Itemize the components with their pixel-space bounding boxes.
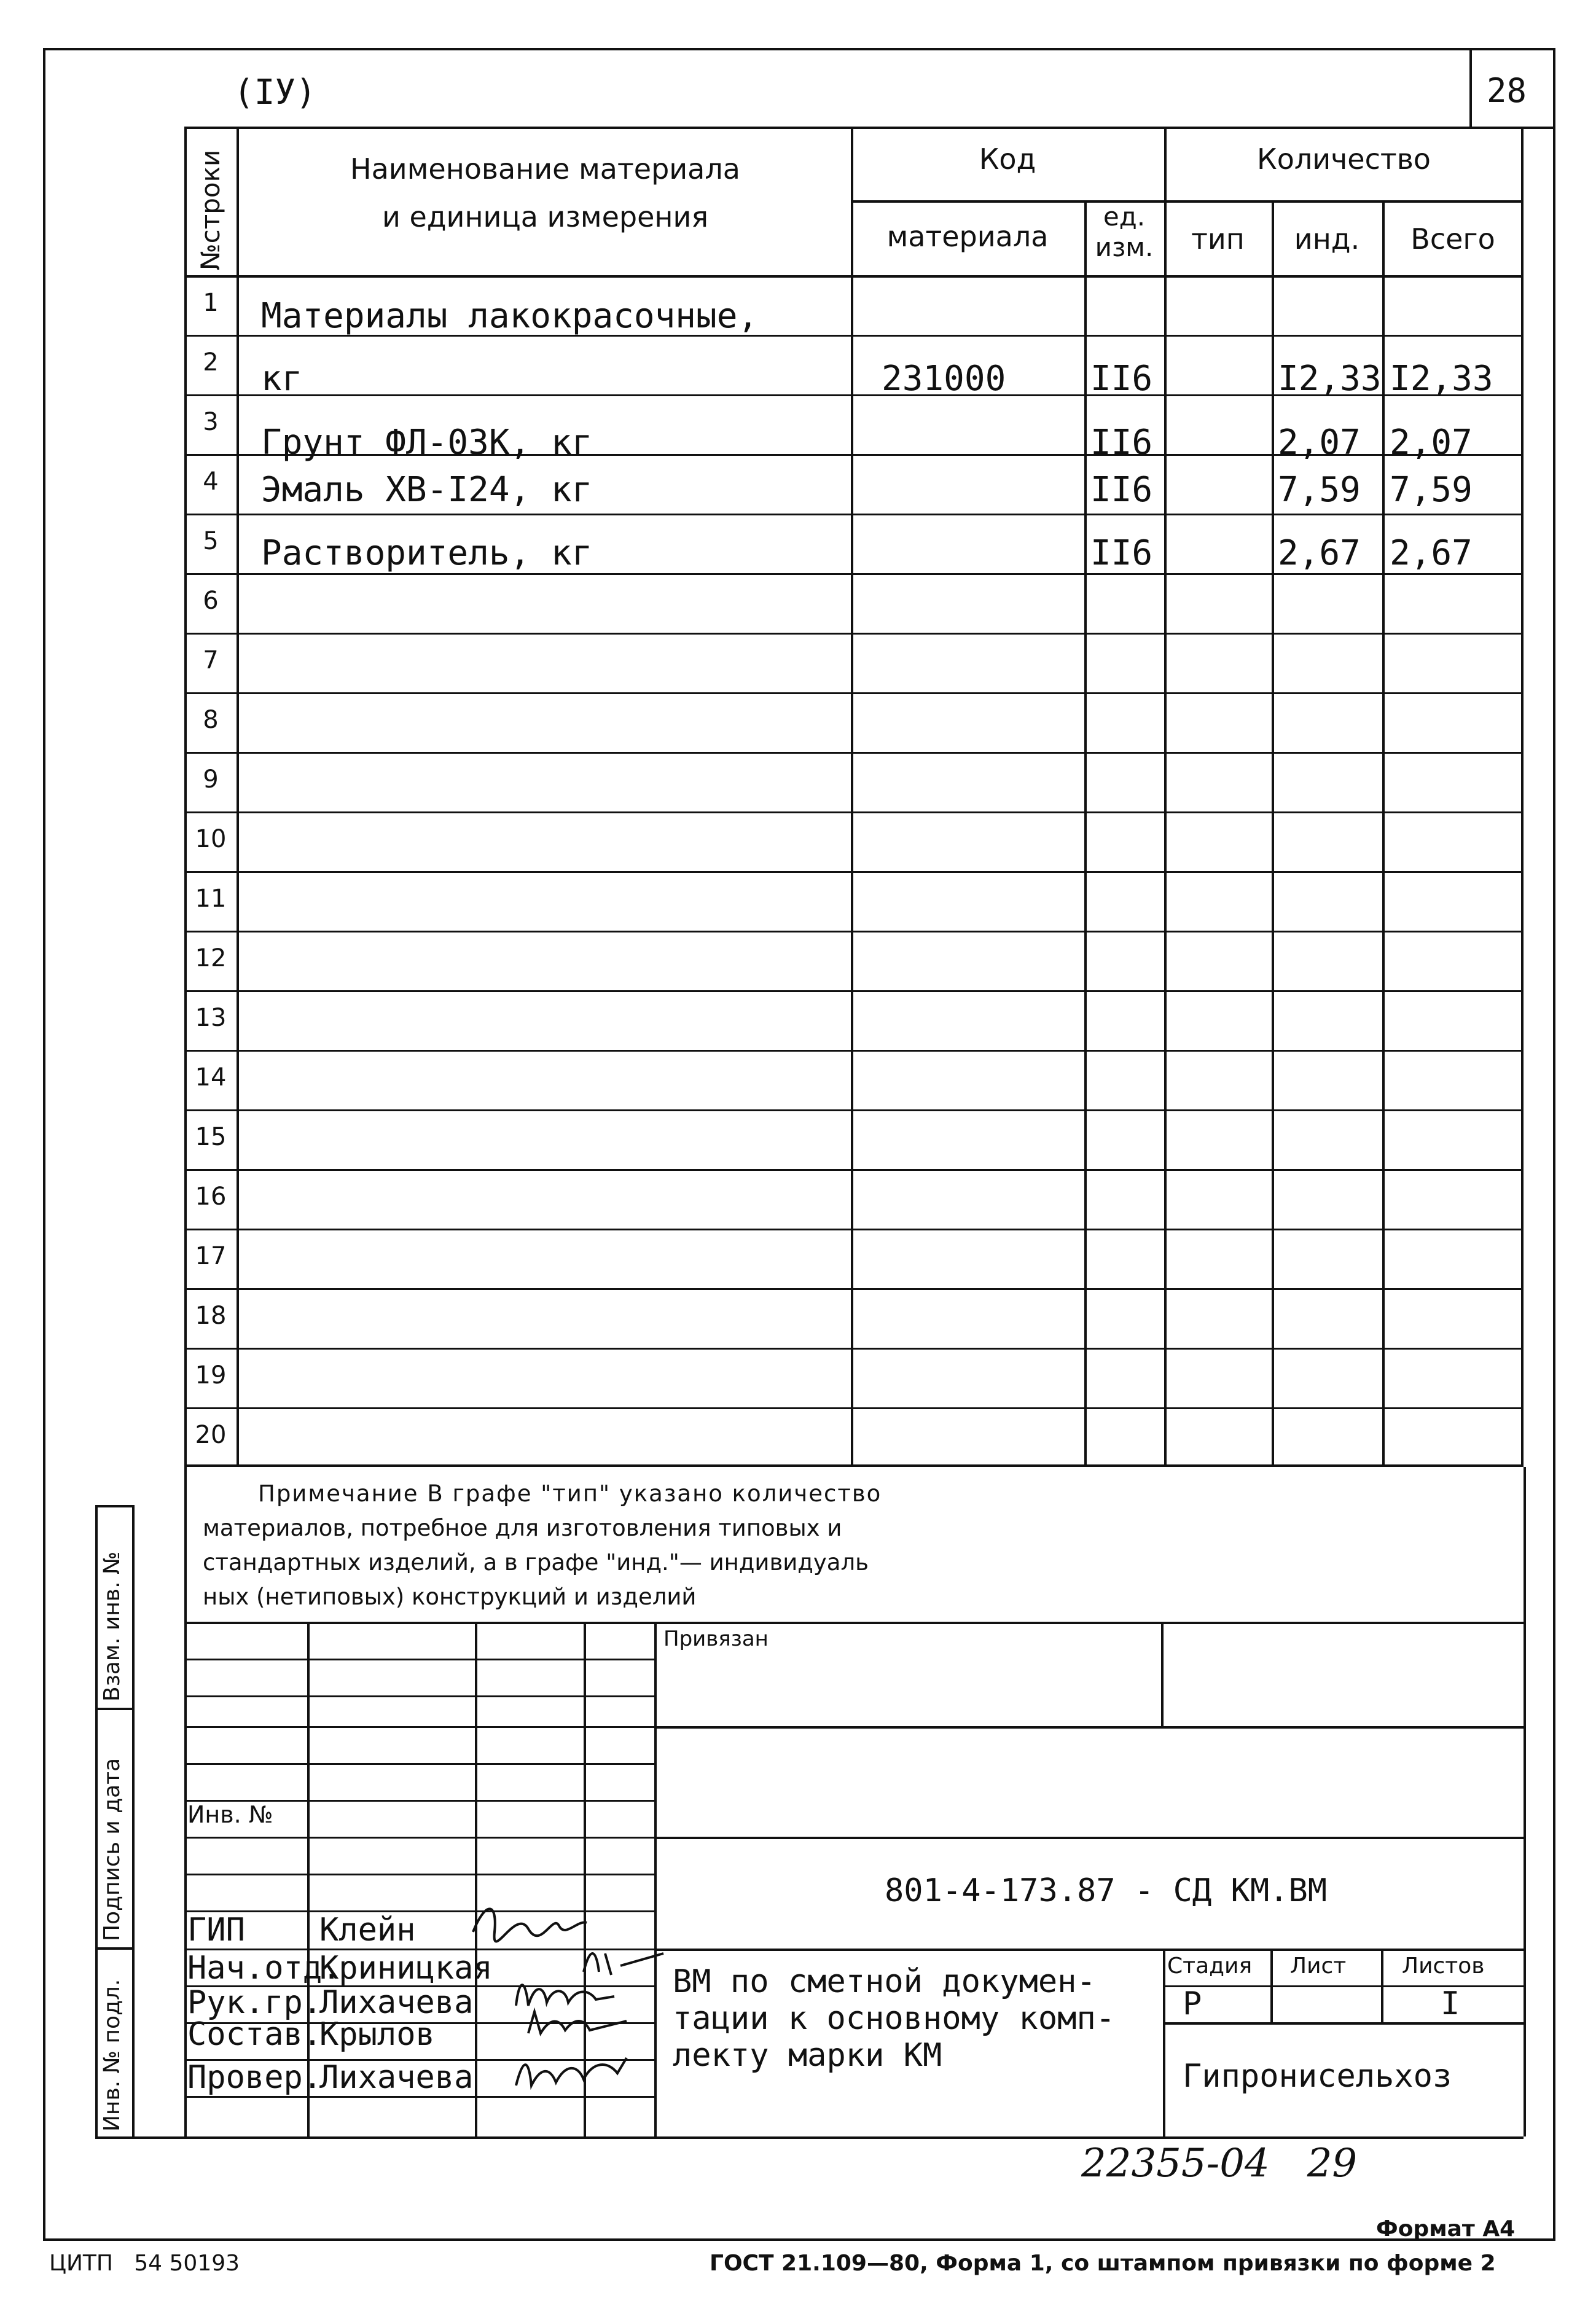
signature-sostav — [522, 2006, 633, 2043]
stamp-stage-line — [1163, 1985, 1524, 1987]
stamp-stage-left — [1163, 1949, 1165, 2136]
row-2-name: кг — [261, 359, 303, 399]
row-separator — [184, 1407, 1524, 1409]
format-label: Формат А4 — [1376, 2216, 1516, 2242]
side-strip-div2 — [95, 1947, 132, 1950]
side-strip-div1 — [95, 1708, 132, 1710]
name-header-line2: и единица измерения — [381, 200, 709, 233]
row-4-ind: 7,59 — [1278, 470, 1361, 510]
row-separator — [184, 931, 1524, 932]
row-separator — [184, 573, 1524, 575]
row-4-name: Эмаль ХВ-I24, кг — [261, 470, 593, 510]
row-separator — [184, 1169, 1524, 1171]
stamp-top — [184, 1622, 1524, 1624]
col-unit-right — [1164, 127, 1167, 1467]
stamp-left-row4 — [184, 1763, 654, 1765]
stamp-stage-bottom — [1163, 2022, 1524, 2025]
handwritten-number: 22355-04 29 — [1081, 2141, 1358, 2186]
inv-no-label: Инв. № — [187, 1801, 273, 1828]
row-3-total: 2,07 — [1390, 423, 1473, 463]
row-separator — [184, 1348, 1524, 1350]
row-2-code: 231000 — [882, 359, 1006, 399]
sheet-label: Лист — [1290, 1953, 1347, 1979]
row-number: 13 — [195, 1004, 227, 1032]
col-name-right — [851, 127, 853, 1467]
row-separator — [184, 1050, 1524, 1052]
col-code-right — [1084, 200, 1087, 1467]
row-number: 16 — [195, 1182, 227, 1211]
note-line-1: Примечание В графе "тип" указано количество — [258, 1480, 882, 1507]
row-number: 4 — [203, 467, 219, 496]
stamp-left-row1 — [184, 1659, 654, 1660]
row-number: 17 — [195, 1242, 227, 1270]
row-separator — [184, 752, 1524, 754]
stamp-privyazan-bottom — [654, 1726, 1524, 1729]
stamp-bottom — [95, 2136, 1524, 2139]
qty-total-header: Всего — [1410, 222, 1495, 256]
title-line-1: ВМ по сметной докумен- — [673, 1963, 1096, 2000]
stamp-left-row7 — [184, 1874, 654, 1875]
role-prover-name: Лихачева — [319, 2059, 474, 2096]
row-5-unit: II6 — [1090, 533, 1153, 573]
row-no-header: №строки — [195, 149, 225, 270]
row-number: 3 — [203, 408, 219, 436]
role-sostav: Состав. — [187, 2016, 323, 2053]
row-number: 6 — [203, 587, 219, 615]
row-separator — [184, 811, 1524, 813]
row-number: 18 — [195, 1302, 227, 1330]
col-rowno-right — [237, 127, 239, 1467]
role-ruk: Рук.гр. — [187, 1984, 323, 2021]
signature-prover — [510, 2049, 633, 2098]
row-number: 8 — [203, 706, 219, 734]
sheets-label: Листов — [1402, 1953, 1485, 1979]
row-4-unit: II6 — [1090, 470, 1153, 510]
document-code: 801-4-173.87 - СД КМ.ВМ — [885, 1872, 1328, 1909]
row-separator — [184, 871, 1524, 873]
row-number: 11 — [195, 885, 227, 913]
title-line-2: тации к основному комп- — [673, 2000, 1116, 2037]
row-number: 15 — [195, 1123, 227, 1151]
qty-header: Количество — [1257, 143, 1431, 176]
header-bottom — [184, 275, 1524, 278]
note-line-2: материалов, потребное для изготовления типовых и — [203, 1515, 842, 1541]
privyazan-label: Привязан — [663, 1627, 769, 1651]
stage-value: Р — [1183, 1985, 1202, 2022]
note-line-4: ных (нетиповых) конструкций и изделий — [203, 1584, 697, 1610]
row-separator — [184, 1109, 1524, 1111]
side-strip-left — [95, 1505, 98, 2136]
row-2-unit: II6 — [1090, 359, 1153, 399]
qty-type-header: тип — [1191, 222, 1245, 256]
row-2-total: I2,33 — [1390, 359, 1493, 399]
row-5-ind: 2,67 — [1278, 533, 1361, 573]
row-number: 12 — [195, 944, 227, 972]
signature-gip — [467, 1895, 590, 1944]
organization: Гипронисельхоз — [1183, 2058, 1452, 2095]
role-nach-name: Криницкая — [319, 1950, 493, 1987]
row-number: 10 — [195, 825, 227, 853]
row-separator — [184, 1288, 1524, 1290]
row-number: 19 — [195, 1361, 227, 1390]
row-number: 20 — [195, 1421, 227, 1449]
row-separator — [184, 633, 1524, 635]
role-prover: Провер. — [187, 2059, 323, 2096]
stamp-left-row6 — [184, 1837, 654, 1839]
row-separator — [184, 692, 1524, 694]
note-left — [184, 1467, 187, 2136]
name-header-line1: Наименование материала — [350, 152, 740, 186]
code-header: Код — [979, 143, 1036, 176]
podpis-label: Подпись и дата — [100, 1757, 125, 1941]
side-strip-top — [95, 1505, 132, 1507]
row-5-name: Растворитель, кг — [261, 533, 593, 573]
row-5-total: 2,67 — [1390, 533, 1473, 573]
note-right — [1524, 1467, 1526, 2136]
role-gip-name: Клейн — [319, 1912, 416, 1949]
row-number: 2 — [203, 348, 219, 377]
row-separator — [184, 514, 1524, 515]
row-number: 9 — [203, 765, 219, 794]
row-number: 5 — [203, 527, 219, 555]
row-number: 7 — [203, 646, 219, 674]
stage-label: Стадия — [1167, 1953, 1253, 1979]
title-line-3: лекту марки КМ — [673, 2037, 942, 2074]
sheets-value: I — [1441, 1985, 1460, 2022]
row-number: 14 — [195, 1063, 227, 1092]
page-number-divider — [1469, 48, 1472, 128]
header-subdivider — [851, 200, 1524, 203]
sheet-marker: (IУ) — [233, 72, 316, 112]
row-number: 1 — [203, 289, 219, 317]
stamp-col-privyazan — [1161, 1622, 1164, 1726]
role-gip: ГИП — [187, 1912, 245, 1949]
col-ind-right — [1382, 200, 1385, 1467]
footer-left: ЦИТП 54 50193 — [49, 2251, 240, 2276]
stamp-col-d — [654, 1622, 657, 2136]
row-4-total: 7,59 — [1390, 470, 1473, 510]
page-number: 28 — [1487, 71, 1527, 110]
code-unit-header: ед. изм. — [1095, 201, 1154, 262]
row-3-unit: II6 — [1090, 423, 1153, 463]
row-separator — [184, 990, 1524, 992]
side-strip-right — [132, 1505, 135, 2136]
stamp-code-top — [654, 1837, 1524, 1839]
row-3-ind: 2,07 — [1278, 423, 1361, 463]
role-sostav-name: Крылов — [319, 2016, 435, 2053]
code-material-header: материала — [886, 220, 1049, 253]
inv-podl-label: Инв. № подл. — [100, 1979, 125, 2132]
qty-ind-header: инд. — [1294, 222, 1360, 256]
role-ruk-name: Лихачева — [319, 1984, 474, 2021]
vzam-label: Взам. инв. № — [100, 1551, 125, 1702]
note-line-3: стандартных изделий, а в графе "инд."— индивидуаль — [203, 1549, 869, 1576]
row-3-name: Грунт ФЛ-03К, кг — [261, 423, 593, 463]
role-nach: Нач.отд. — [187, 1950, 342, 1987]
row-separator — [184, 1229, 1524, 1230]
footer-right: ГОСТ 21.109—80, Форма 1, со штампом привязки по форме 2 — [710, 2251, 1496, 2276]
col-type-right — [1272, 200, 1274, 1467]
stamp-left-row3 — [184, 1726, 654, 1728]
stamp-left-row2 — [184, 1695, 654, 1697]
stamp-code-bottom — [654, 1949, 1524, 1951]
row-1-name: Материалы лакокрасочные, — [261, 296, 759, 336]
row-2-ind: I2,33 — [1278, 359, 1382, 399]
